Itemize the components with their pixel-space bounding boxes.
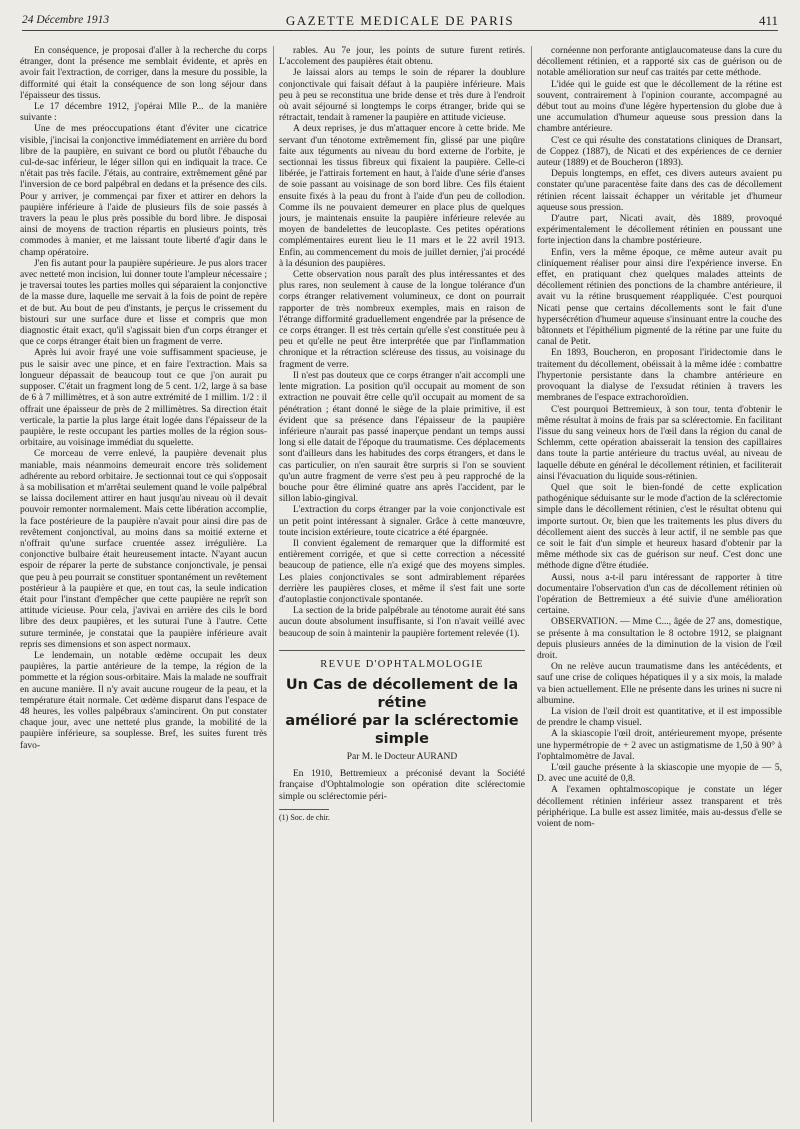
footnote-rule — [279, 809, 329, 810]
article-title — [279, 676, 525, 748]
paragraph: Le lendemain, un notable œdème occupait les deux paupières, la partie antérieure de la tempe, la région de la pommette et la région sous-orbitaire. Mais la malade ne souffrait en aucune manière. Il n'y avait aucune rougeur de la peau, et la température était normale. Cet œdème disparut dans l'espace de 48 heures, les volles palpébraux s'amincirent. On put constater chaque jour, avec une netteté plus grande, la mobilité de la paupière inférieure, sa souplesse. Bref, les suites furent très favo- — [20, 650, 267, 751]
paragraph: A l'examen ophtalmoscopique je constate un léger décollement rétinien inférieur assez transparent et très périphérique. La bulle est assez limitée, mais au-dessus d'elle se voient de nom- — [537, 785, 782, 830]
paragraph: En conséquence, je proposai d'aller à la recherche du corps étranger, dont la présence me semblait évidente, et après en avoir fait l'extraction, de corriger, dans la mesure du possible, la difformité qui était la conséquence de son long séjour dans l'épaisseur des tissus. — [20, 46, 267, 101]
paragraph: A deux reprises, je dus m'attaquer encore à cette bride. Me servant d'un ténotome extrêmement fin, glissé par une piqûre faite aux téguments au niveau du bord externe de l'orbite, je sectionnai les tissus fibreux qui fixaient la paupière. Celle-ci libérée, je l'attirais fortement en haut, à l'aide d'une série d'anses de soie passant au voisinage de son bord libre. Ces fils étaient ensuite fixés à la peau du front à l'aide d'un peu de collodion. Comme ils ne pouvaient demeurer en place plus de quelques jours, je maintenais ensuite la paupière inférieure relevée au moyen de bandelettes de leucoplaste. Ces petites opérations complémentaires eurent lieu le 11 mars et le 22 avril 1913. Enfin, au commencement du mois de juillet dernier, j'ai procédé à la désunion des paupières. — [279, 124, 525, 269]
article-byline: Par M. le Docteur AURAND — [346, 751, 458, 762]
paragraph: C'est pourquoi Bettremieux, à son tour, tenta d'obtenir le même résultat à moins de frais par sa sclérectomie. En facilitant l'issue du sang veineux hors de l'œil dans la région du canal de Schlemm, cette opération abaisserait la tension des capillaires dans toute la partie antérieure du tractus uvéal, au niveau de laquelle débute en général le décollement rétinien, et faciliterait ainsi l'évacuation du liquide sous-rétinien. — [537, 404, 782, 482]
paragraph: Le 17 décembre 1912, j'opérai Mlle P... de la manière suivante : — [20, 102, 267, 124]
paragraph: Il convient également de remarquer que la difformité est entièrement corrigée, et que si cette correction a nécessité beaucoup de patience, elle n'a exigé que des moyens simples. Les plaies conjonctivales se sont admirablement réparées derrière les paupières closes, et même il s'est fait une sorte d'autoplastie conjonctivale spontanée. — [279, 538, 525, 605]
paragraph: L'œil gauche présente à la skiascopie une myopie de — 5, D. avec une acuité de 0,8. — [537, 763, 782, 785]
paragraph: Une de mes préoccupations étant d'éviter une cicatrice visible, j'incisai la conjonctive immédiatement en arrière du bord libre de la paupière, en suivant ce bord ou plutôt l'ébauche du cul-de-sac inférieur, le léger sillon qui en indiquait la trace. Ce n'était pas très facile. J'étais, au contraire, extrêmement gêné par l'inversion de ce bord palpébral en dedans et la présence des cils. Pour y arriver, je commençai par fixer et attirer en dehors la paupière inférieure à l'aide de plusieurs fils de soie passés à travers la peau le plus près possible du bord libre. Je disposai ainsi de moyens de traction répartis en plusieurs points, très commodes à manier, et me laissant toute liberté d'agir dans le champ opératoire. — [20, 124, 267, 258]
paragraph: On ne relève aucun traumatisme dans les antécédents, et sauf une crise de coliques hépatiques il y a six mois, la malade va bien actuellement. Elle ne présente dans les urines ni sucre ni albumine. — [537, 662, 782, 706]
paragraph: OBSERVATION. — Mme C..., âgée de 27 ans, domestique, se présente à ma consultation le 8 octobre 1912, se plaignant depuis plusieurs années de la diminution de la vision de l'œil droit. — [537, 617, 782, 661]
paragraph: cornéenne non perforante antiglaucomateuse dans la cure du décollement rétinien, et a rapporté six cas de guérison ou de notable amélioration sur neuf cas traités par cette méthode. — [537, 46, 782, 79]
paragraph: L'idée qui le guide est que le décollement de la rétine est souvent, contrairement à l'opinion courante, accompagné au début tout au moins d'une légère hypertension du globe due à une accumulation d'humeur aqueuse sous pression dans la chambre antérieure. — [537, 79, 782, 135]
paragraph: Cette observation nous paraît des plus intéressantes et des plus rares, non seulement à cause de la longue tolérance d'un corps étranger relativement volumineux, ce dont on pourrait rapporter de très nombreux exemples, mais en raison de l'étrange difformité graduellement engendrée par la présence de ce corps étranger. Il est très certain qu'elle s'est constituée peu à peu et qu'elle ne peut être interprétée que par l'inflammation chronique et la rétraction scléreuse des tissus, au voisinage du fragment de verre. — [279, 270, 525, 370]
paragraph: L'extraction du corps étranger par la voie conjonctivale est un petit point intéressant à signaler. Grâce à cette manœuvre, toute incision extérieure, toute cicatrice a été épargnée. — [279, 505, 525, 538]
page-number: 411 — [758, 13, 778, 28]
paragraph: J'en fis autant pour la paupière supérieure. Je pus alors tracer avec netteté mon incision, lui donner toute l'ampleur nécessaire ; je traversai toutes les parties molles qui séparaient la conjonctive de la masse dure, laquelle me servait à la fois de point de repère et de but. Au bout de peu d'instants, je perçus le crissement du bistouri sur une surface dure et lisse et compris que mon diagnostic était exact, qu'il s'agissait bien d'un corps étranger et que ce corps étranger était bien un fragment de verre. — [20, 258, 267, 348]
column-divider — [273, 46, 274, 1122]
issue-date: 24 Décembre 1913 — [22, 14, 110, 26]
paragraph: La vision de l'œil droit est quantitative, et il est impossible de prendre le champ visuel. — [537, 706, 782, 729]
column-middle — [279, 46, 525, 1124]
paragraph: Aussi, nous a-t-il paru intéressant de rapporter à titre documentaire l'observation d'un cas de décollement rétinien où l'opération de Bettremieux a été suivie d'une amélioration certaine. — [537, 572, 782, 617]
paragraph: La section de la bride palpébrale au ténotome aurait été sans aucun doute absolument insuffisante, si l'on n'avait veillé avec beaucoup de soin à maintenir la paupière fortement relevée (1). — [279, 606, 525, 639]
article-title-line: Un Cas de décollement de la rétine — [285, 676, 519, 711]
paragraph: En 1893, Boucheron, en proposant l'iridectomie dans le traitement du décollement, obéissait à la même idée : combattre l'hypertonie persistante dans la chambre antérieure en provoquant la dialyse de l'exsudat rétinien à travers les membranes de l'espace extrachoroïdien. — [537, 348, 782, 404]
paragraph: A la skiascopie l'œil droit, antérieurement myope, présente une hypermétropie de + 2 avec un astigmatisme de 1,50 à 90° à l'ophtalmomètre de Javal. — [537, 729, 782, 762]
paragraph: Après lui avoir frayé une voie suffisamment spacieuse, je pus le saisir avec une pince, et en faire l'extraction. Mais sa longueur dépassait de beaucoup tout ce que j'on aurait pu supposer. C'était un fragment long de 5 cent. 1/2, large à sa base de 6 à 7 millimètres, et à son autre extrémité de 1 millim. 1/2 : il offrait une épaisseur de près de 2 millimètres. Sa direction était verticale, la partie la plus large était logée dans l'épaisseur de la paupière, le reste occupant les parties molles de la région sous-orbitaire, au voisinage immédiat du squelette. — [20, 348, 267, 449]
paragraph: Enfin, vers la même époque, ce même auteur avait pu cliniquement réaliser pour ainsi dire l'expérience inverse. En effet, en pratiquant chez quelques malades atteints de décollement rétinien des ponctions de la chambre antérieure, il avait vu la rétine brusquement réappliquée. C'est pourquoi Nicati pense que certains décollements sont le fait d'une hypersécrétion d'humeur aqueuse s'insinuant entre la couche des bâtonnets et l'épithélium pigmenté de la rétine par une fuite du canal de Petit. — [537, 247, 782, 348]
column-right — [537, 46, 782, 1124]
column-divider — [531, 46, 532, 1122]
footnote: (1) Soc. de chir. — [279, 812, 330, 822]
paragraph: Il n'est pas douteux que ce corps étranger n'ait accompli une lente migration. La position qu'il occupait au moment de son extraction ne pouvait être celle qu'il occupait au moment de sa pénétration ; étant donné le siège de la plaie primitive, il est évident que sa présence dans l'épaisseur de la paupière inférieure n'aurait pas passé inaperçue pendant un temps aussi long si elle datait de l'époque du traumatisme. Ces déplacements sont d'ailleurs dans les habitudes des corps étrangers, et dans le cas particulier, on n'en saurait être surpris si l'on se souvient qu'un autre fragment de verre s'est peu à peu rapproché de la bouche pour être éliminé quatre ans après l'accident, par le sillon labio-gingival. — [279, 370, 525, 505]
page-header — [22, 6, 778, 31]
paragraph: Je laissai alors au temps le soin de réparer la doublure conjonctivale qui faisait défaut à la paupière inférieure. Mais peu à peu se reconstitua une bride dense et très dure à l'endroit où avait séjourné si longtemps le corps étranger, bride qui se rétractait, tendait à ramener la paupière en attitude vicieuse. — [279, 68, 525, 124]
paragraph: rables. Au 7e jour, les points de suture furent retirés. L'accolement des paupières était obtenu. — [279, 46, 525, 68]
paragraph: Depuis longtemps, en effet, ces divers auteurs avaient pu constater qu'une paracentèse faite dans des cas de décollement rétinien récent laissait échapper un véritable jet d'humeur aqueuse sous pression. — [537, 169, 782, 213]
journal-title: GAZETTE MEDICALE DE PARIS — [285, 13, 515, 28]
paragraph: En 1910, Bettremieux a préconisé devant la Société française d'Ophtalmologie son opération dite sclérectomie simple ou sclérectomie péri- — [279, 769, 525, 802]
paragraph: Quel que soit le bien-fondé de cette explication pathogénique séduisante sur le mode d'action de la sclérectomie simple dans le décollement rétinien, c'est le résultat obtenu qui importe surtout. Or, bien que les traitements les plus divers du décollement aient des succès à leur actif, il ne semble pas que ce soit le fait d'un simple et heureux hasard d'obtenir par la même méthode six cas de guérison sur neuf. C'est donc une méthode digne d'être étudiée. — [537, 482, 782, 572]
paragraph: Ce morceau de verre enlevé, la paupière devenait plus maniable, mais néanmoins demeurait encore très solidement adhérente au rebord orbitaire. Je sectionnai tout ce qui s'opposait à sa mobilisation et m'arrêtai seulement quand le voile palpébral se laissa docilement attirer en haut jusqu'au niveau où il devait pouvoir remonter normalement. Mais cette libération accomplie, la face postérieure de la paupière n'avait pour ainsi dire pas de revêtement conjonctival, au moins dans sa moitié externe et n'offrait qu'une surface cruentée assez irrégulière. La conjonctive bulbaire était heureusement intacte. N'ayant aucun espoir de réparer la perte de substance conjonctivale, je pensai que peu à peu pourrait se constituer spontanément un revêtement postérieur à la paupière et que, en tout cas, la seule indication était pour l'instant d'empêcher que cette paupière ne reprît son attitude vicieuse. Pour cela, j'avivai en arrière des cils le bord libre des deux paupières, et les suturai l'une à l'autre. Cette suture terminée, je constatai que la paupière inférieure avait repris ses dimensions et son aspect normaux. — [20, 449, 267, 650]
section-heading: REVUE D'OPHTALMOLOGIE — [279, 650, 525, 670]
paragraph: D'autre part, Nicati avait, dès 1889, provoqué expérimentalement le décollement rétinien en poussant une forte injection dans la chambre postérieure. — [537, 214, 782, 247]
paragraph: C'est ce qui résulte des constatations cliniques de Dransart, de Coppez (1887), de Nicati et des expériences de ce dernier auteur (1889) et de Boucheron (1893). — [537, 135, 782, 169]
article-title-line: amélioré par la sclérectomie simple — [285, 712, 519, 747]
column-left — [20, 46, 267, 1124]
